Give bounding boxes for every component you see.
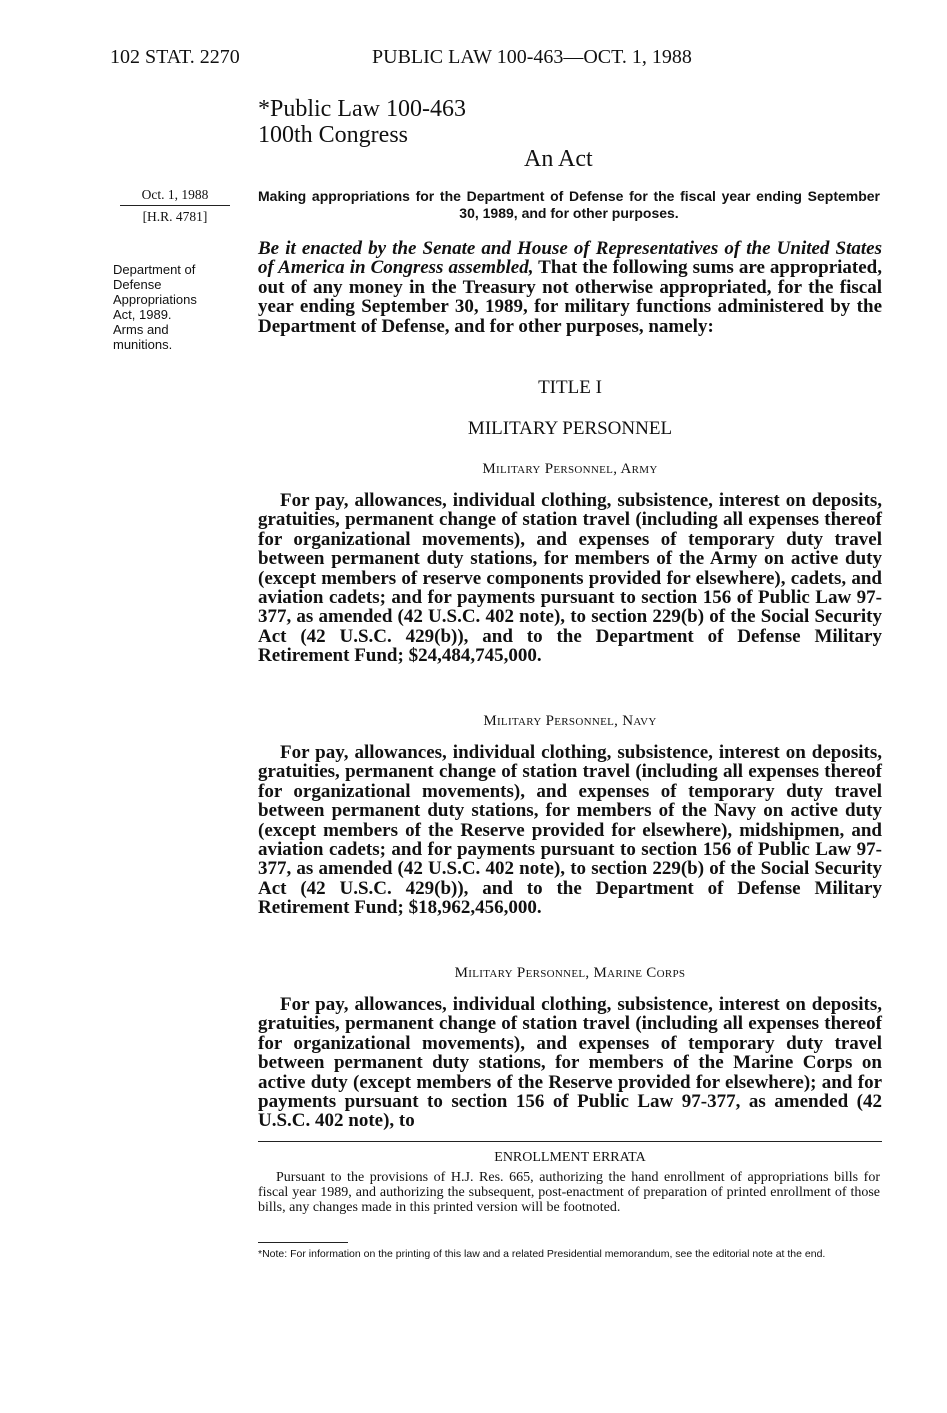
errata-heading: ENROLLMENT ERRATA	[494, 1150, 646, 1165]
army-paragraph: For pay, allowances, individual clothing, subsistence, interest on deposits, gratuities, permanent change of station travel (including all expenses thereof for organizational movements), and expenses of temporary duty travel between permanent duty stations, for members of the Army on active duty (except members of reserve components provided for elsewhere), cadets, and aviation cadets; and for payments pursuant to section 156 of Public Law 97-377, as amended (42 U.S.C. 402 note), to section 229(b) of the Social Security Act (42 U.S.C. 429(b)), and to the Department of Defense Military Retirement Fund; $24,484,745,000.	[258, 490, 882, 667]
errata-divider	[258, 1141, 882, 1142]
stat-page-number: 102 STAT. 2270	[110, 46, 240, 68]
purpose-clause: Making appropriations for the Department of Defense for the fiscal year ending September 30, 1989, and for other purposes.	[258, 188, 880, 221]
margin-date-block	[120, 186, 230, 225]
margin-note-line: Appropriations	[113, 292, 197, 307]
enacting-rest: That the following sums are appropriated, out of any money in the Treasury not otherwise appropriated, for the fiscal year ending September 30, 1989, for military functions administered by the Department of Defense, and for other purposes, namely:	[258, 257, 882, 337]
enacting-clause	[258, 239, 882, 336]
marine-heading: Military Personnel, Marine Corps	[454, 965, 686, 981]
margin-note-line: Act, 1989.	[113, 307, 172, 322]
navy-paragraph: For pay, allowances, individual clothing, subsistence, interest on deposits, gratuities, permanent change of station travel (including all expenses thereof for organizational movements), and expenses of temporary duty travel between permanent duty stations, for members of the Navy on active duty (except members of the Reserve provided for elsewhere), midshipmen, and aviation cadets; and for payments pursuant to section 156 of Public Law 97-377, as amended (42 U.S.C. 402 note), to section 229(b) of the Social Security Act (42 U.S.C. 429(b)), and to the Department of Defense Military Retirement Fund; $18,962,456,000.	[258, 742, 882, 919]
margin-note-line: Arms and	[113, 322, 169, 337]
public-law-title: *Public Law 100-463	[258, 96, 466, 122]
margin-bill: [H.R. 4781]	[142, 209, 208, 224]
military-personnel-heading: MILITARY PERSONNEL	[467, 418, 673, 439]
title-heading: TITLE I	[538, 377, 602, 398]
errata-text: Pursuant to the provisions of H.J. Res. 665, authorizing the hand enrollment of appropriations bills for fiscal year 1989, and authorizing the subsequent, post-enactment of preparation of printed enrollment of those bills, any changes made in this printed version will be footnoted.	[258, 1170, 880, 1215]
margin-note-line: Department of	[113, 262, 196, 277]
navy-heading: Military Personnel, Navy	[483, 713, 657, 729]
margin-date: Oct. 1, 1988	[141, 187, 209, 202]
law-header: PUBLIC LAW 100-463—OCT. 1, 1988	[372, 46, 692, 68]
enacting-italic: Be it enacted by the Senate and House of Representatives of the United States of America in Congress assembled,	[258, 238, 882, 279]
margin-note	[113, 262, 238, 352]
margin-note-line: munitions.	[113, 337, 173, 352]
margin-date-rule	[120, 205, 230, 206]
running-head	[110, 46, 870, 76]
note-divider	[258, 1242, 348, 1243]
editorial-note: *Note: For information on the printing of this law and a related Presidential memorandum, see the editorial note at the end.	[258, 1248, 826, 1260]
army-heading: Military Personnel, Army	[482, 461, 658, 477]
congress-title: 100th Congress	[258, 122, 408, 148]
margin-note-line: Defense	[113, 277, 162, 292]
title-block	[258, 96, 466, 148]
marine-paragraph: For pay, allowances, individual clothing, subsistence, interest on deposits, gratuities, permanent change of station travel (including all expenses thereof for organizational movements), and expenses of temporary duty travel between permanent duty stations, for members of the Marine Corps on active duty (except members of the Reserve provided for elsewhere); and for payments pursuant to section 156 of Public Law 97-377, as amended (42 U.S.C. 402 note), to	[258, 994, 882, 1132]
act-title: An Act	[524, 146, 593, 172]
